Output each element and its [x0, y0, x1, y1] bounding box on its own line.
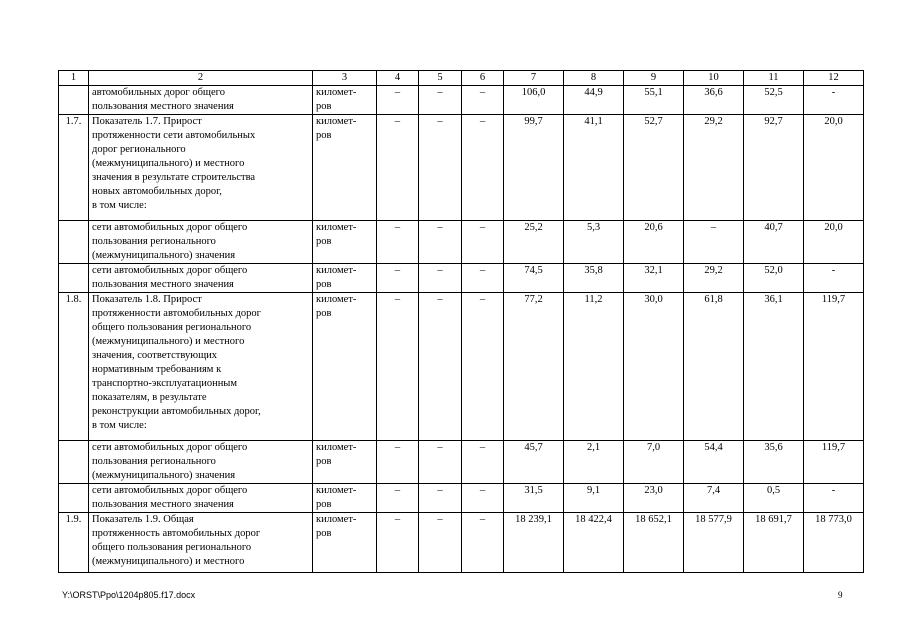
description-line: общего пользования регионального — [92, 322, 252, 333]
value-cell-col-10: – — [684, 221, 744, 264]
value-cell-col-7: 25,2 — [504, 221, 564, 264]
description-line: сети автомобильных дорог общего — [92, 485, 248, 496]
value-cell-col-4: – — [377, 441, 419, 484]
description-line: пользования местного значения — [92, 499, 234, 510]
value-cell-col-12: 20,0 — [804, 221, 864, 264]
unit-line: ров — [316, 528, 332, 539]
description-line: реконструкции автомобильных дорог, — [92, 406, 261, 417]
value-cell-col-10: 29,2 — [684, 115, 744, 221]
value-cell-col-9: 7,0 — [624, 441, 684, 484]
value-cell-col-8: 5,3 — [564, 221, 624, 264]
header-cell-4: 4 — [377, 71, 419, 86]
description-line: значения в результате строительства — [92, 172, 256, 183]
value-cell-col-5: – — [419, 441, 462, 484]
header-cell-8: 8 — [564, 71, 624, 86]
description-line: нормативным требованиям к — [92, 364, 222, 375]
description-line: в том числе: — [92, 200, 147, 211]
description-line: транспортно-эксплуатационным — [92, 378, 238, 389]
row-unit — [313, 441, 377, 484]
unit-line: ров — [316, 101, 332, 112]
value-cell-col-5: – — [419, 484, 462, 513]
description-line: общего пользования регионального — [92, 542, 252, 553]
description-line: протяженности сети автомобильных — [92, 130, 256, 141]
unit-line: километ- — [316, 265, 357, 276]
value-cell-col-11: 40,7 — [744, 221, 804, 264]
value-cell-col-7: 74,5 — [504, 264, 564, 293]
value-cell-col-8: 44,9 — [564, 86, 624, 115]
value-cell-col-12: - — [804, 86, 864, 115]
value-cell-col-6: – — [462, 86, 504, 115]
value-cell-col-11: 35,6 — [744, 441, 804, 484]
row-description — [89, 513, 313, 573]
value-cell-col-4: – — [377, 293, 419, 441]
table-row — [59, 484, 864, 513]
description-line: дорог регионального — [92, 144, 186, 155]
description-line: Показатель 1.8. Прирост — [92, 294, 202, 305]
row-number: 1.7. — [59, 115, 89, 221]
table-row — [59, 86, 864, 115]
table-row — [59, 264, 864, 293]
description-line: (межмуниципального) и местного — [92, 158, 245, 169]
value-cell-col-8: 35,8 — [564, 264, 624, 293]
unit-line: ров — [316, 456, 332, 467]
unit-line: километ- — [316, 485, 357, 496]
table-row — [59, 513, 864, 573]
value-cell-col-6: – — [462, 293, 504, 441]
value-cell-col-7: 77,2 — [504, 293, 564, 441]
value-cell-col-5: – — [419, 86, 462, 115]
description-line: новых автомобильных дорог, — [92, 186, 222, 197]
value-cell-col-5: – — [419, 513, 462, 573]
value-cell-col-6: – — [462, 115, 504, 221]
value-cell-col-6: – — [462, 221, 504, 264]
header-cell-5: 5 — [419, 71, 462, 86]
header-cell-2: 2 — [89, 71, 313, 86]
value-cell-col-4: – — [377, 264, 419, 293]
value-cell-col-10: 29,2 — [684, 264, 744, 293]
value-cell-col-4: – — [377, 86, 419, 115]
value-cell-col-5: – — [419, 221, 462, 264]
header-cell-9: 9 — [624, 71, 684, 86]
value-cell-col-7: 45,7 — [504, 441, 564, 484]
row-description — [89, 293, 313, 441]
value-cell-col-10: 54,4 — [684, 441, 744, 484]
value-cell-col-9: 52,7 — [624, 115, 684, 221]
value-cell-col-6: – — [462, 484, 504, 513]
table-row — [59, 441, 864, 484]
row-unit — [313, 221, 377, 264]
value-cell-col-12: 119,7 — [804, 293, 864, 441]
row-description — [89, 86, 313, 115]
value-cell-col-11: 52,0 — [744, 264, 804, 293]
description-line: в том числе: — [92, 420, 147, 431]
row-unit — [313, 484, 377, 513]
header-cell-3: 3 — [313, 71, 377, 86]
header-cell-1: 1 — [59, 71, 89, 86]
row-number — [59, 221, 89, 264]
unit-line: ров — [316, 308, 332, 319]
unit-line: ров — [316, 499, 332, 510]
value-cell-col-11: 18 691,7 — [744, 513, 804, 573]
row-unit — [313, 264, 377, 293]
description-line: пользования местного значения — [92, 101, 234, 112]
description-line: (межмуниципального) и местного — [92, 336, 245, 347]
row-description — [89, 221, 313, 264]
row-number — [59, 484, 89, 513]
data-table — [58, 70, 864, 573]
description-line: значения, соответствующих — [92, 350, 218, 361]
unit-line: километ- — [316, 514, 357, 525]
description-line: Показатель 1.7. Прирост — [92, 116, 202, 127]
description-line: пользования регионального — [92, 236, 216, 247]
value-cell-col-4: – — [377, 221, 419, 264]
description-line: автомобильных дорог общего — [92, 87, 225, 98]
row-description — [89, 115, 313, 221]
unit-line: километ- — [316, 116, 357, 127]
value-cell-col-6: – — [462, 264, 504, 293]
description-line: протяженность автомобильных дорог — [92, 528, 261, 539]
value-cell-col-12: 20,0 — [804, 115, 864, 221]
row-number — [59, 264, 89, 293]
description-line: пользования местного значения — [92, 279, 234, 290]
header-cell-6: 6 — [462, 71, 504, 86]
footer-file-path: Y:\ORST\Ppo\1204p805.f17.docx — [62, 590, 196, 600]
value-cell-col-4: – — [377, 484, 419, 513]
value-cell-col-11: 36,1 — [744, 293, 804, 441]
description-line: (межмуниципального) и местного — [92, 556, 245, 567]
value-cell-col-8: 9,1 — [564, 484, 624, 513]
description-line: (межмуниципального) значения — [92, 250, 236, 261]
value-cell-col-7: 31,5 — [504, 484, 564, 513]
row-number: 1.9. — [59, 513, 89, 573]
value-cell-col-11: 92,7 — [744, 115, 804, 221]
value-cell-col-4: – — [377, 115, 419, 221]
value-cell-col-8: 2,1 — [564, 441, 624, 484]
description-line: сети автомобильных дорог общего — [92, 442, 248, 453]
value-cell-col-12: - — [804, 484, 864, 513]
value-cell-col-10: 18 577,9 — [684, 513, 744, 573]
value-cell-col-9: 18 652,1 — [624, 513, 684, 573]
value-cell-col-12: 119,7 — [804, 441, 864, 484]
value-cell-col-8: 18 422,4 — [564, 513, 624, 573]
header-cell-12: 12 — [804, 71, 864, 86]
value-cell-col-11: 0,5 — [744, 484, 804, 513]
value-cell-col-9: 55,1 — [624, 86, 684, 115]
value-cell-col-7: 106,0 — [504, 86, 564, 115]
value-cell-col-6: – — [462, 441, 504, 484]
value-cell-col-7: 99,7 — [504, 115, 564, 221]
value-cell-col-8: 11,2 — [564, 293, 624, 441]
table-body — [59, 71, 864, 573]
value-cell-col-7: 18 239,1 — [504, 513, 564, 573]
value-cell-col-12: - — [804, 264, 864, 293]
value-cell-col-4: – — [377, 513, 419, 573]
table-row — [59, 221, 864, 264]
unit-line: ров — [316, 236, 332, 247]
value-cell-col-6: – — [462, 513, 504, 573]
page-number: 9 — [838, 590, 843, 600]
description-line: сети автомобильных дорог общего — [92, 265, 248, 276]
description-line: сети автомобильных дорог общего — [92, 222, 248, 233]
unit-line: ров — [316, 279, 332, 290]
value-cell-col-9: 23,0 — [624, 484, 684, 513]
value-cell-col-12: 18 773,0 — [804, 513, 864, 573]
row-description — [89, 441, 313, 484]
value-cell-col-10: 61,8 — [684, 293, 744, 441]
value-cell-col-11: 52,5 — [744, 86, 804, 115]
row-description — [89, 484, 313, 513]
row-number — [59, 86, 89, 115]
unit-line: километ- — [316, 442, 357, 453]
header-cell-11: 11 — [744, 71, 804, 86]
description-line: пользования регионального — [92, 456, 216, 467]
row-unit — [313, 115, 377, 221]
row-number: 1.8. — [59, 293, 89, 441]
unit-line: ров — [316, 130, 332, 141]
table-row — [59, 115, 864, 221]
row-number — [59, 441, 89, 484]
header-cell-7: 7 — [504, 71, 564, 86]
row-description — [89, 264, 313, 293]
unit-line: километ- — [316, 222, 357, 233]
value-cell-col-10: 36,6 — [684, 86, 744, 115]
table-row — [59, 293, 864, 441]
row-unit — [313, 86, 377, 115]
row-unit — [313, 513, 377, 573]
description-line: (межмуниципального) значения — [92, 470, 236, 481]
description-line: показателям, в результате — [92, 392, 207, 403]
value-cell-col-9: 32,1 — [624, 264, 684, 293]
value-cell-col-5: – — [419, 264, 462, 293]
value-cell-col-5: – — [419, 115, 462, 221]
description-line: протяженности автомобильных дорог — [92, 308, 261, 319]
unit-line: километ- — [316, 87, 357, 98]
description-line: Показатель 1.9. Общая — [92, 514, 194, 525]
value-cell-col-9: 30,0 — [624, 293, 684, 441]
header-cell-10: 10 — [684, 71, 744, 86]
value-cell-col-5: – — [419, 293, 462, 441]
value-cell-col-10: 7,4 — [684, 484, 744, 513]
header-row — [59, 71, 864, 86]
row-unit — [313, 293, 377, 441]
unit-line: километ- — [316, 294, 357, 305]
value-cell-col-9: 20,6 — [624, 221, 684, 264]
value-cell-col-8: 41,1 — [564, 115, 624, 221]
